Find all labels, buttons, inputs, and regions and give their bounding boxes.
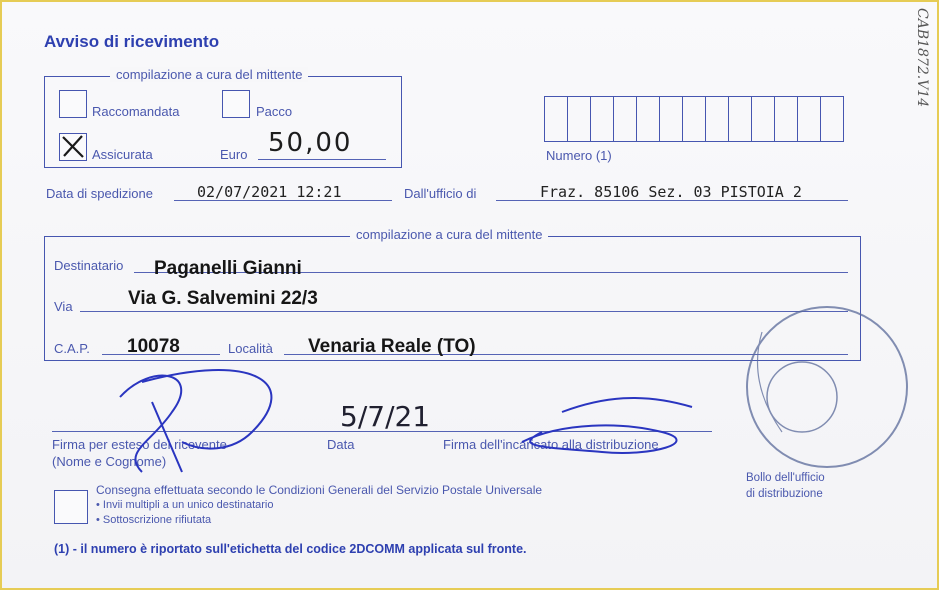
form-title: Avviso di ricevimento [44, 32, 220, 51]
destinatario-value: Paganelli Gianni [154, 258, 302, 279]
euro-label: Euro [220, 147, 248, 162]
localita-value: Venaria Reale (TO) [308, 336, 476, 357]
data-spedizione-label: Data di spedizione [46, 186, 153, 201]
ufficio-label: Dall'ufficio di [404, 186, 477, 201]
nome-cognome-label: (Nome e Cognome) [52, 454, 167, 469]
localita-label: Località [228, 341, 273, 356]
via-value: Via G. Salvemini 22/3 [128, 288, 318, 309]
ufficio-value: Fraz. 85106 Sez. 03 PISTOIA 2 [540, 183, 802, 201]
data-spedizione-value: 02/07/2021 12:21 [197, 183, 342, 201]
raccomandata-label: Raccomandata [92, 104, 180, 119]
assicurata-label: Assicurata [92, 147, 153, 162]
bollo-label-2: di distribuzione [746, 488, 823, 500]
footer-note: (1) - il numero è riportato sull'etichetta del codice 2DCOMM applicata sul fronte. [54, 542, 527, 556]
bollo-label-1: Bollo dell'ufficio [746, 472, 825, 484]
recipient-legend: compilazione a cura del mittente [350, 227, 548, 242]
data-label: Data [327, 437, 355, 452]
cap-label: C.A.P. [54, 341, 90, 356]
destinatario-label: Destinatario [54, 258, 124, 273]
consegna-item-2: • Sottoscrizione rifiutata [96, 514, 212, 526]
pacco-label: Pacco [256, 104, 293, 119]
side-note: CAB1872.V14 [914, 8, 930, 108]
numero-label: Numero (1) [546, 148, 612, 163]
data-consegna-value: 5/7/21 [340, 400, 431, 433]
firma-ricevente-label: Firma per esteso del ricevente [52, 437, 227, 452]
via-label: Via [54, 299, 73, 314]
consegna-text: Consegna effettuata secondo le Condizioni Generali del Servizio Postale Universale [96, 483, 543, 497]
consegna-item-1: • Invii multipli a un unico destinatario [96, 499, 274, 511]
signature-scribble [120, 370, 692, 472]
sender-legend: compilazione a cura del mittente [110, 67, 308, 82]
cap-value: 10078 [127, 336, 180, 357]
euro-value: 50,00 [268, 128, 353, 158]
consegna-checkbox[interactable] [54, 490, 88, 524]
firma-incaricato-label: Firma dell'incaricato alla distribuzione [443, 437, 659, 452]
